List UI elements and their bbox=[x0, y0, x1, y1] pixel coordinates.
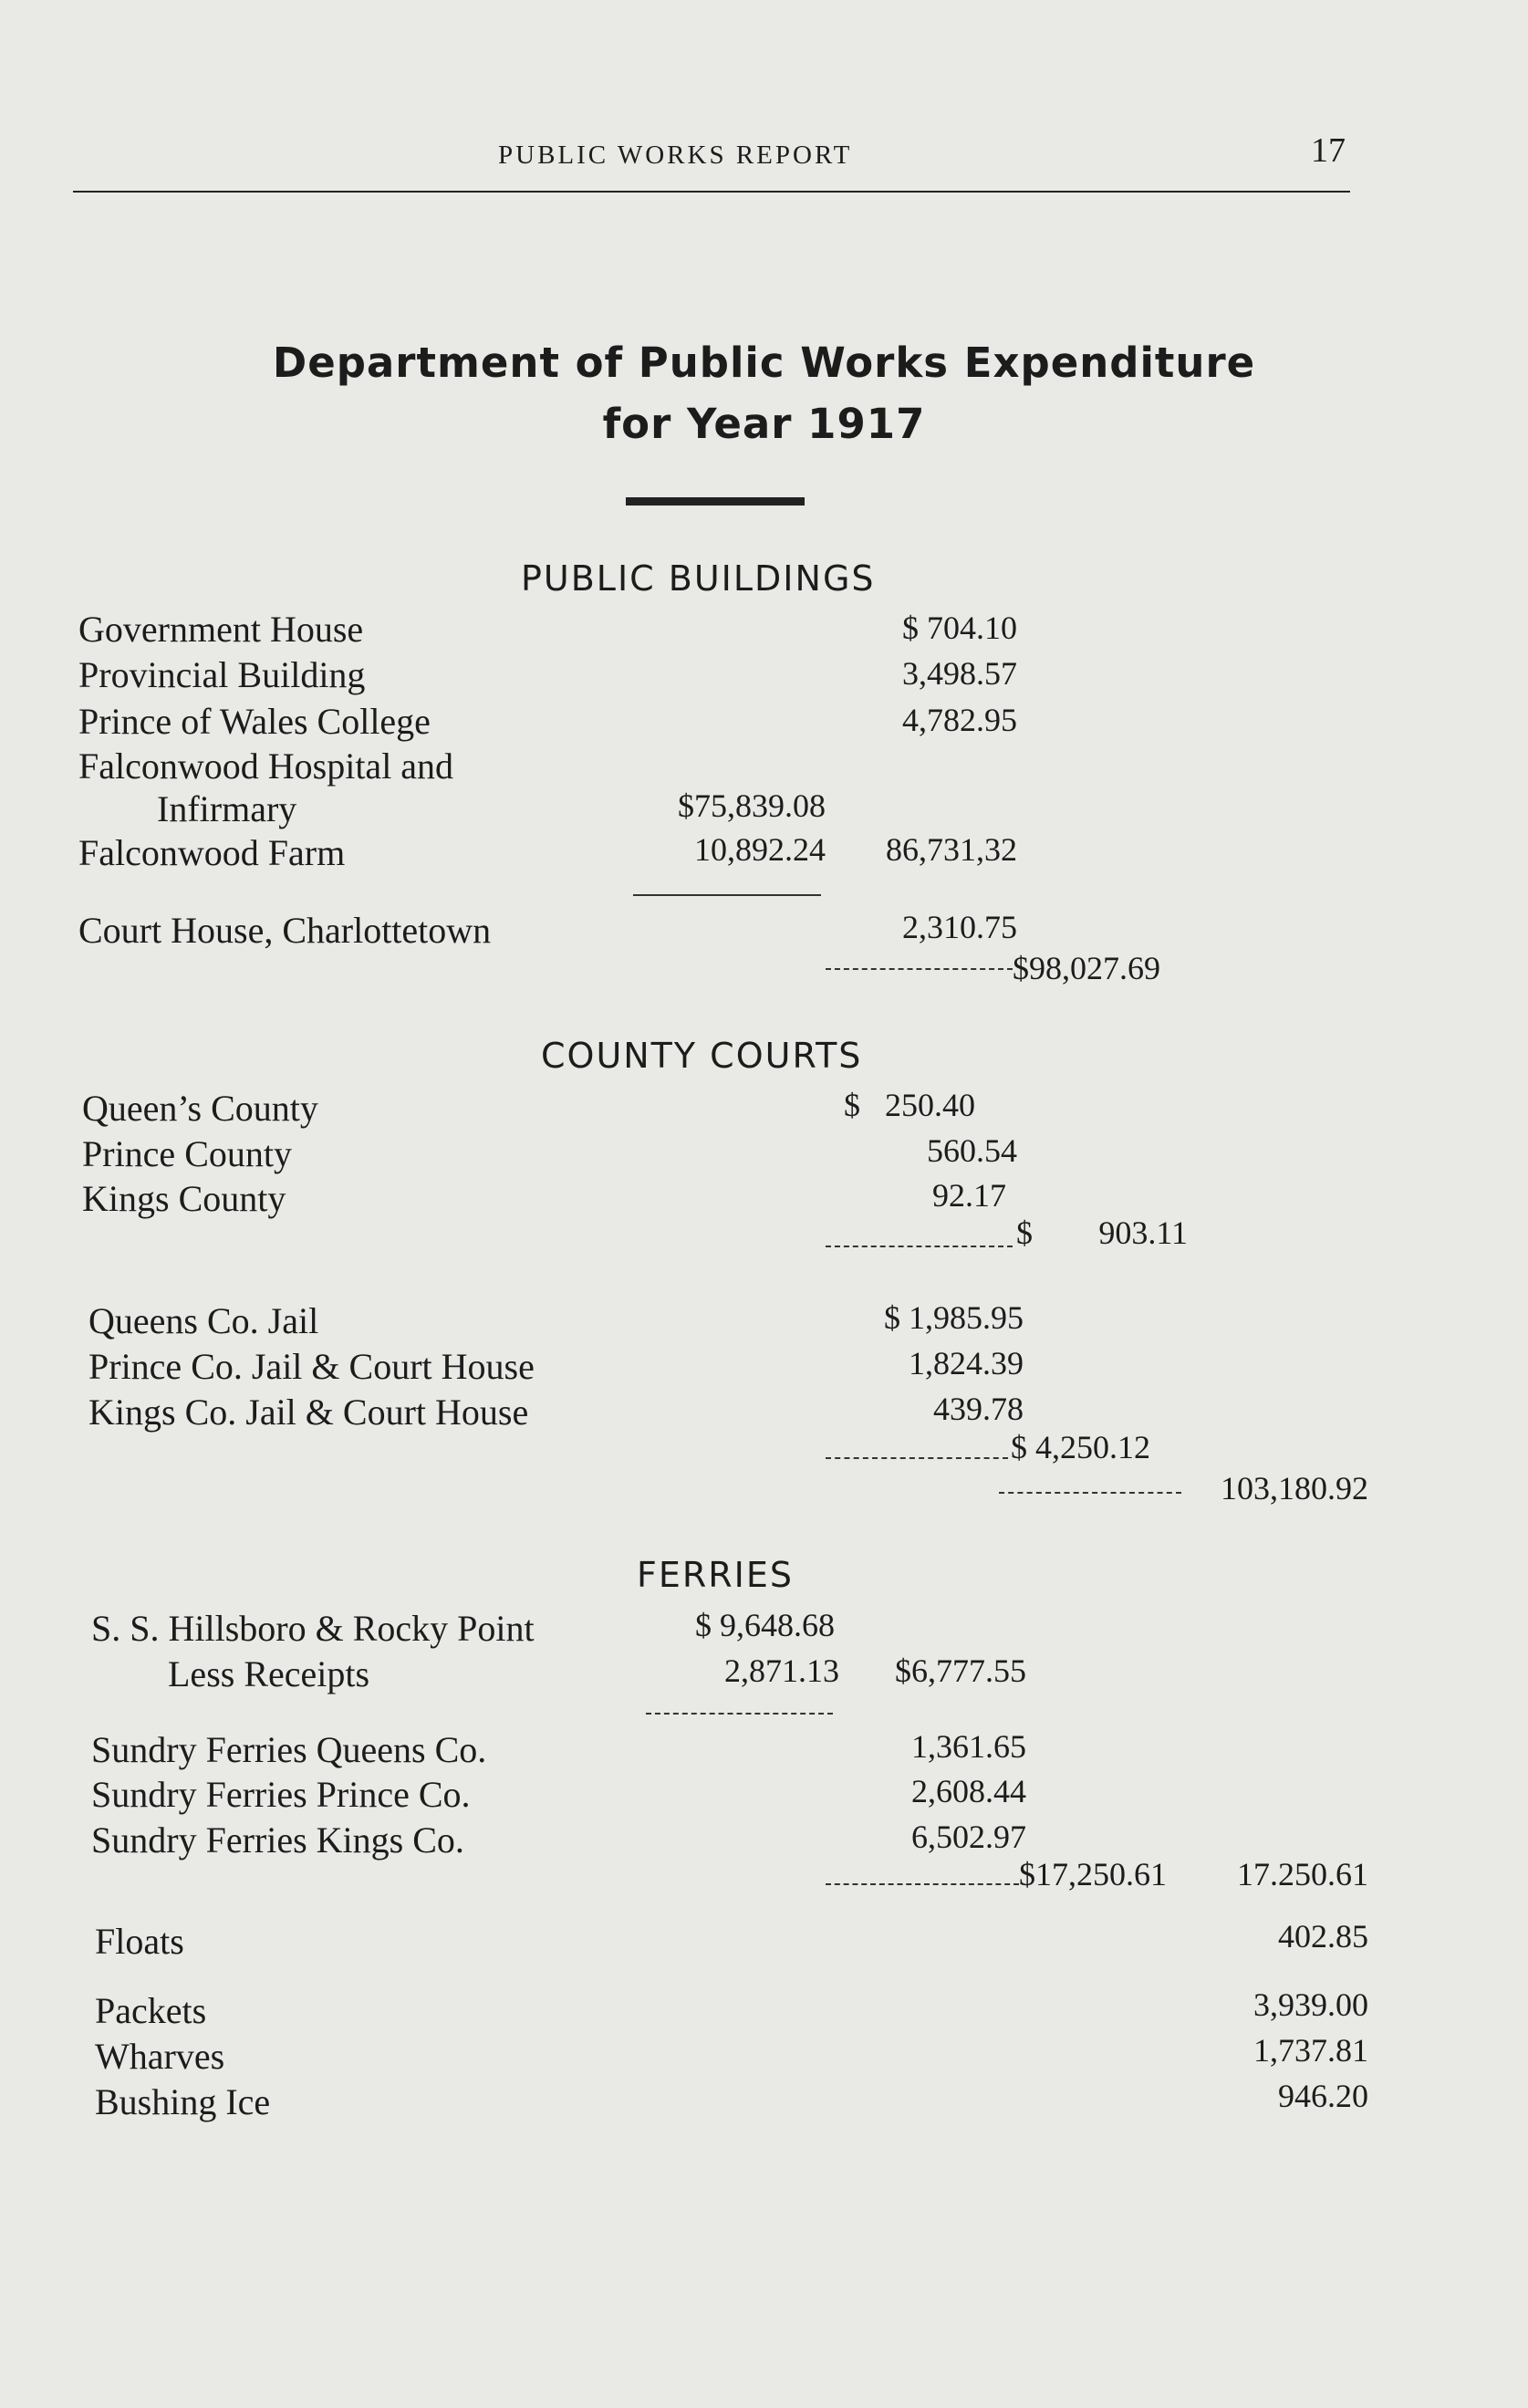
section-heading-county-courts: COUNTY COURTS bbox=[541, 1036, 863, 1076]
row-label-less-receipts: Less Receipts bbox=[168, 1653, 370, 1694]
row-net-hillsboro: $6,777.55 bbox=[895, 1652, 1026, 1689]
row-amount-sundry-queens: 1,361.65 bbox=[911, 1728, 1026, 1765]
hillsboro-net-rule bbox=[646, 1713, 833, 1715]
row-amount-prince-of-wales-college: 4,782.95 bbox=[902, 702, 1017, 738]
row-amount-prince-county: 560.54 bbox=[927, 1132, 1017, 1169]
row-amount-packets: 3,939.00 bbox=[1253, 1986, 1368, 2023]
row-label-prince-county: Prince County bbox=[82, 1133, 292, 1174]
ferries-total-carried: 17.250.61 bbox=[1237, 1856, 1368, 1892]
row-amount-sundry-prince: 2,608.44 bbox=[911, 1773, 1026, 1809]
row-label-court-house: Court House, Charlottetown bbox=[78, 910, 492, 951]
row-amount-wharves: 1,737.81 bbox=[1253, 2032, 1368, 2069]
row-amount-floats: 402.85 bbox=[1278, 1918, 1368, 1955]
section-heading-ferries: FERRIES bbox=[637, 1555, 795, 1595]
public-buildings-total-rule bbox=[826, 968, 1013, 970]
row-label-kings-jail: Kings Co. Jail & Court House bbox=[88, 1392, 529, 1433]
row-amount-kings-jail: 439.78 bbox=[933, 1391, 1024, 1427]
row-amount-queens-jail: $ 1,985.95 bbox=[884, 1299, 1024, 1336]
page-title-line1: Department of Public Works Expenditure bbox=[272, 339, 1256, 387]
grand-total-rule bbox=[999, 1492, 1181, 1494]
row-label-prince-jail: Prince Co. Jail & Court House bbox=[88, 1346, 535, 1387]
row-label-falconwood-farm: Falconwood Farm bbox=[78, 832, 346, 873]
row-label-falconwood-hospital-line1: Falconwood Hospital and bbox=[78, 745, 454, 787]
header-rule bbox=[73, 191, 1350, 193]
row-amount-provincial-building: 3,498.57 bbox=[902, 655, 1017, 692]
row-label-hillsboro: S. S. Hillsboro & Rocky Point bbox=[91, 1608, 535, 1649]
county-courts-total-rule bbox=[826, 1246, 1013, 1247]
buildings-courts-grand-total: 103,180.92 bbox=[1221, 1470, 1368, 1506]
row-amount-prince-jail: 1,824.39 bbox=[909, 1345, 1024, 1381]
row-amount-falconwood-hospital: $75,839.08 bbox=[678, 787, 826, 824]
title-ornament-rule bbox=[626, 497, 805, 506]
row-label-falconwood-hospital-line2: Infirmary bbox=[157, 788, 297, 829]
row-label-floats: Floats bbox=[95, 1921, 184, 1962]
row-amount-kings-county: 92.17 bbox=[932, 1177, 1006, 1214]
row-amount-falconwood-farm: 10,892.24 bbox=[694, 831, 826, 868]
county-courts-total: 903.11 bbox=[1098, 1214, 1188, 1251]
row-label-bushing-ice: Bushing Ice bbox=[95, 2081, 271, 2122]
row-amount-less-receipts: 2,871.13 bbox=[724, 1652, 839, 1689]
section-heading-public-buildings: PUBLIC BUILDINGS bbox=[521, 558, 876, 599]
jails-total: $ 4,250.12 bbox=[1011, 1429, 1150, 1465]
row-label-sundry-prince: Sundry Ferries Prince Co. bbox=[91, 1774, 471, 1815]
falconwood-sum-rule bbox=[633, 894, 821, 896]
ferries-total: $17,250.61 bbox=[1019, 1856, 1167, 1892]
row-label-prince-of-wales-college: Prince of Wales College bbox=[78, 701, 431, 742]
row-amount-queens-county: $ 250.40 bbox=[844, 1087, 975, 1123]
row-label-wharves: Wharves bbox=[95, 2036, 225, 2077]
public-buildings-total: $98,027.69 bbox=[1013, 950, 1160, 986]
row-label-sundry-queens: Sundry Ferries Queens Co. bbox=[91, 1729, 487, 1770]
page-number: 17 bbox=[1311, 131, 1346, 170]
row-amount-bushing-ice: 946.20 bbox=[1278, 2078, 1368, 2114]
running-title: PUBLIC WORKS REPORT bbox=[498, 141, 853, 170]
row-amount-court-house: 2,310.75 bbox=[902, 909, 1017, 945]
page-title-line2: for Year 1917 bbox=[602, 400, 926, 448]
row-label-kings-county: Kings County bbox=[82, 1178, 286, 1219]
row-label-sundry-kings: Sundry Ferries Kings Co. bbox=[91, 1819, 464, 1861]
row-label-provincial-building: Provincial Building bbox=[78, 654, 366, 695]
row-label-queens-jail: Queens Co. Jail bbox=[88, 1300, 319, 1341]
row-label-government-house: Government House bbox=[78, 609, 364, 650]
row-amount-government-house: $ 704.10 bbox=[902, 610, 1017, 646]
jails-total-rule bbox=[826, 1457, 1008, 1459]
row-label-queens-county: Queen’s County bbox=[82, 1088, 318, 1129]
row-label-packets: Packets bbox=[95, 1990, 207, 2031]
row-subtotal-falconwood: 86,731,32 bbox=[886, 831, 1017, 868]
ferries-total-rule bbox=[826, 1883, 1019, 1885]
row-amount-sundry-kings: 6,502.97 bbox=[911, 1819, 1026, 1855]
row-amount-hillsboro: $ 9,648.68 bbox=[695, 1607, 835, 1643]
county-courts-total-sign: $ bbox=[1016, 1214, 1033, 1251]
